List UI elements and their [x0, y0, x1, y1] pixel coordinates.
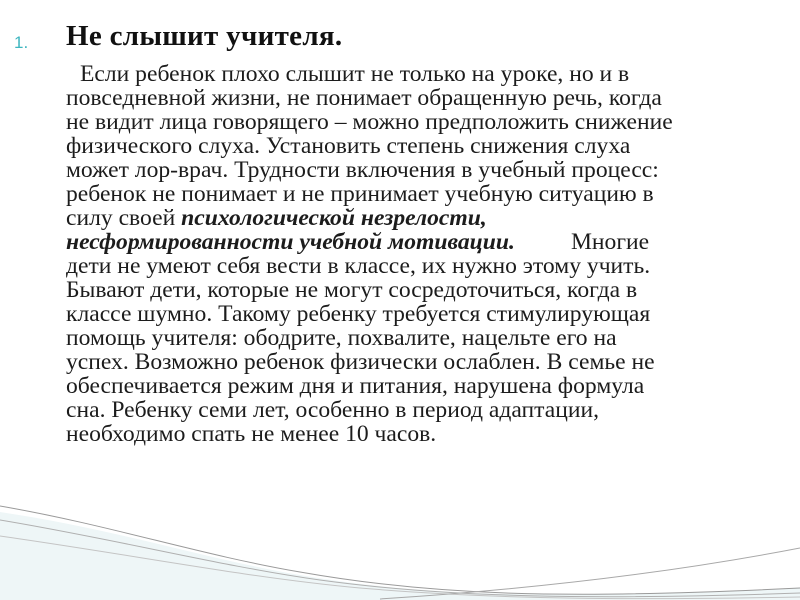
slide-heading: Не слышит учителя. — [66, 20, 343, 52]
text-segment: силу своей — [66, 205, 182, 231]
text-line: не видит лица говорящего – можно предположить снижение — [66, 109, 673, 135]
text-line: физического слуха. Установить степень снижения слуха — [66, 133, 631, 159]
text-line — [66, 230, 766, 254]
text-line: дети не умеют себя вести в классе, их нужно этому учить. — [66, 253, 651, 279]
emphasis-text: психологической незрелости, — [181, 205, 487, 231]
text-line: Если ребенок плохо слышит не только на уроке, но и в — [80, 61, 630, 87]
text-line: Бывают дети, которые не могут сосредоточиться, когда в — [66, 277, 638, 303]
text-line: сна. Ребенку семи лет, особенно в период адаптации, — [66, 397, 599, 423]
list-number: 1. — [14, 33, 29, 52]
text-line: классе шумно. Такому ребенку требуется стимулирующая — [66, 301, 651, 327]
wave-fill-light — [0, 512, 800, 600]
text-line: обеспечивается режим дня и питания, нарушена формула — [66, 373, 645, 399]
text-line: ребенок не понимает и не принимает учебную ситуацию в — [66, 181, 654, 207]
text-line: успех. Возможно ребенок физически ослаблен. В семье не — [66, 349, 655, 375]
text-line — [66, 206, 766, 230]
emphasis-text: несформированности учебной мотивации. — [66, 229, 515, 255]
text-line: может лор-врач. Трудности включения в учебный процесс: — [66, 157, 659, 183]
body-paragraph — [66, 62, 766, 446]
text-segment: Многие — [570, 229, 650, 255]
text-line: необходимо спать не менее 10 часов. — [66, 421, 437, 447]
text-line: повседневной жизни, не понимает обращенную речь, когда — [66, 85, 662, 111]
text-line: помощь учителя: ободрите, похвалите, нацельте его на — [66, 325, 617, 351]
